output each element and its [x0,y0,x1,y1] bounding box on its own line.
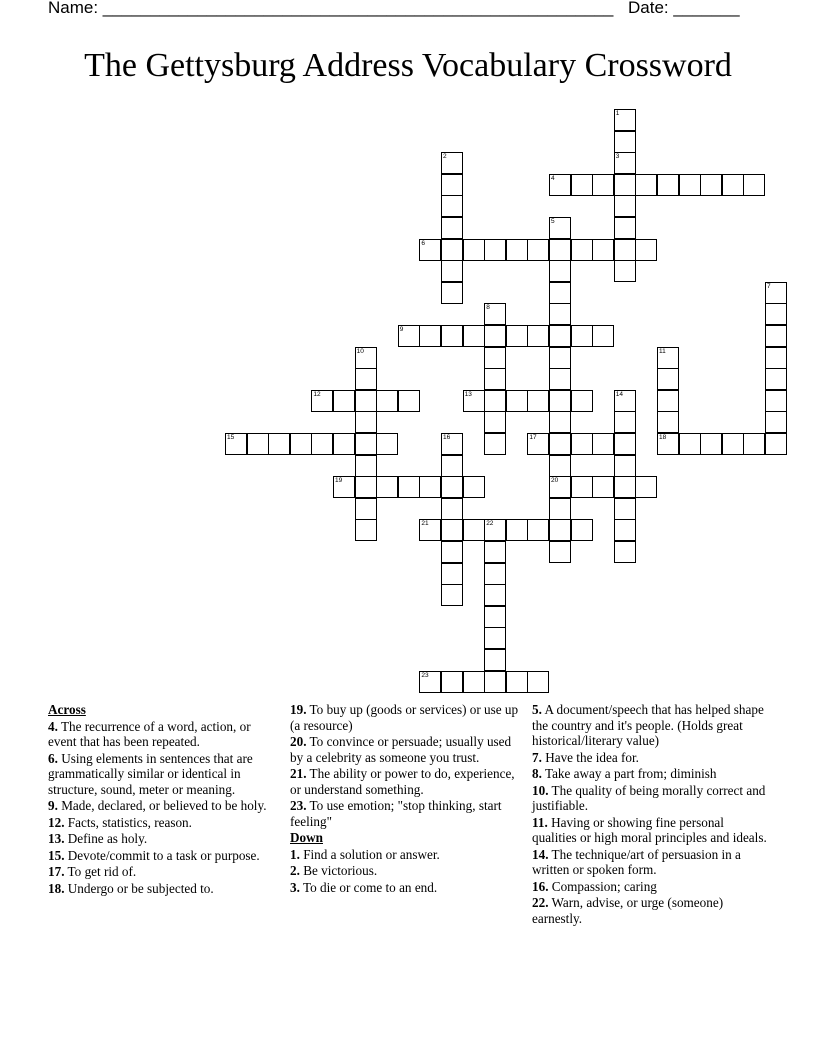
clues-column-3 [532,702,768,927]
grid-cell[interactable] [506,239,528,261]
clue-text: Undergo or be subjected to. [64,880,214,896]
grid-cell[interactable] [355,390,377,412]
across-clue [48,798,280,814]
clue-text: Warn, advise, or urge (someone) earnestly. [532,895,724,926]
cell-number: 10 [356,347,364,355]
cell-number: 23 [421,671,429,679]
grid-cell[interactable] [355,347,377,369]
clues-column-2 [290,702,522,896]
grid-cell[interactable] [463,325,485,347]
clue-number: 14. [532,846,549,862]
clue-text: Find a solution or answer. [299,846,440,862]
grid-cell[interactable] [592,476,614,498]
grid-cell[interactable] [484,433,506,455]
clue-text: Facts, statistics, reason. [64,814,192,830]
grid-cell[interactable] [441,563,463,585]
grid-cell[interactable] [355,519,377,541]
grid-cell[interactable] [441,325,463,347]
grid-cell[interactable] [527,433,549,455]
down-clue [532,783,768,814]
clue-text: The recurrence of a word, action, or event that has been repeated. [48,718,251,749]
grid-cell[interactable] [765,303,787,325]
cell-number: 19 [335,477,343,485]
clue-number: 17. [48,864,65,879]
grid-cell[interactable] [549,217,571,239]
clue-number: 4. [48,718,58,734]
grid-cell[interactable] [635,239,657,261]
across-clue [290,766,522,797]
clue-number: 18. [48,880,65,896]
grid-cell[interactable] [441,217,463,239]
clue-number: 11. [532,814,548,830]
grid-cell[interactable] [398,476,420,498]
grid-cell[interactable] [549,282,571,304]
grid-cell[interactable] [549,455,571,477]
down-clue [532,895,768,926]
grid-cell[interactable] [549,325,571,347]
grid-cell[interactable] [549,390,571,412]
grid-cell[interactable] [657,390,679,412]
clue-heading: Down [290,830,323,845]
grid-cell[interactable] [527,325,549,347]
grid-cell[interactable] [765,411,787,433]
clue-heading: Across [48,702,86,717]
clue-number: 8. [532,766,542,781]
grid-cell[interactable] [484,303,506,325]
clue-text: To die or come to an end. [299,879,438,895]
clue-number: 19. [290,702,307,717]
grid-cell[interactable] [484,627,506,649]
clue-text: A document/speech that has helped shape the country and it's people. (Holds great historical/literary value) [532,702,764,748]
grid-cell[interactable] [592,239,614,261]
grid-cell[interactable] [398,390,420,412]
grid-cell[interactable] [441,282,463,304]
down-clue [532,847,768,878]
cell-number: 15 [227,434,235,441]
grid-cell[interactable] [355,498,377,520]
clue-number: 22. [532,895,549,910]
grid-cell[interactable] [549,303,571,325]
grid-cell[interactable] [614,541,636,563]
grid-cell[interactable] [463,476,485,498]
grid-cell[interactable] [484,368,506,390]
grid-cell[interactable] [441,541,463,563]
across-clue [48,881,280,897]
grid-cell[interactable] [635,476,657,498]
across-clue [48,751,280,798]
grid-cell[interactable] [549,519,571,541]
cell-number: 4 [551,174,555,182]
name-field[interactable]: Name: ______________________________________________________ [48,0,614,17]
grid-cell[interactable] [571,433,593,455]
grid-cell[interactable] [614,455,636,477]
grid-cell[interactable] [484,325,506,347]
grid-cell[interactable] [679,433,701,455]
grid-cell[interactable] [484,563,506,585]
cell-number: 12 [313,390,321,398]
grid-cell[interactable] [549,433,571,455]
clue-number: 16. [532,878,549,894]
grid-cell[interactable] [527,671,549,693]
clue-text: The quality of being morally correct and justifiable. [532,782,766,813]
down-clue [532,750,768,766]
grid-cell[interactable] [333,476,355,498]
grid-cell[interactable] [441,455,463,477]
grid-cell[interactable] [419,519,441,541]
grid-cell[interactable] [333,390,355,412]
grid-cell[interactable] [549,498,571,520]
grid-cell[interactable] [268,433,290,455]
grid-cell[interactable] [484,347,506,369]
grid-cell[interactable] [441,498,463,520]
grid-cell[interactable] [657,347,679,369]
across-clue [48,848,280,864]
clue-number: 15. [48,847,65,863]
cell-number: 21 [421,520,429,528]
grid-cell[interactable] [441,239,463,261]
grid-cell[interactable] [419,325,441,347]
grid-cell[interactable] [484,649,506,671]
grid-cell[interactable] [419,239,441,261]
grid-cell[interactable] [700,174,722,196]
grid-cell[interactable] [614,239,636,261]
grid-cell[interactable] [679,174,701,196]
clue-text: To get rid of. [64,864,137,879]
clue-text: Using elements in sentences that are grammatically similar or identical in structure, sound, meter or meaning. [48,750,253,797]
grid-cell[interactable] [765,325,787,347]
page-title: The Gettysburg Address Vocabulary Crossword [84,47,732,84]
grid-cell[interactable] [614,390,636,412]
grid-cell[interactable] [571,390,593,412]
clue-number: 13. [48,831,65,846]
clue-text: Define as holy. [64,831,148,846]
cell-number: 9 [399,326,404,333]
grid-cell[interactable] [290,433,312,455]
cell-number: 22 [486,520,494,528]
clue-number: 5. [532,702,542,717]
clue-text: Take away a part from; diminish [541,766,717,781]
grid-cell[interactable] [484,390,506,412]
grid-cell[interactable] [657,368,679,390]
grid-cell[interactable] [441,671,463,693]
grid-cell[interactable] [484,584,506,606]
cell-number: 2 [443,153,447,161]
grid-cell[interactable] [592,325,614,347]
down-clue [532,766,768,782]
clue-number: 12. [48,814,65,830]
grid-cell[interactable] [527,239,549,261]
clue-number: 7. [532,749,542,765]
across-clue [48,815,280,831]
cell-number: 13 [464,390,472,398]
grid-cell[interactable] [225,433,247,455]
cell-number: 14 [615,390,624,398]
clue-number: 6. [48,750,58,766]
cell-number: 8 [486,304,490,312]
grid-cell[interactable] [333,433,355,455]
down-clue [532,815,768,846]
grid-cell[interactable] [571,476,593,498]
grid-cell[interactable] [614,131,636,153]
grid-cell[interactable] [549,541,571,563]
grid-cell[interactable] [419,671,441,693]
clue-number: 1. [290,846,300,862]
grid-cell[interactable] [657,433,679,455]
clue-number: 20. [290,734,307,749]
grid-cell[interactable] [614,260,636,282]
grid-cell[interactable] [441,152,463,174]
grid-cell[interactable] [484,541,506,563]
cell-number: 17 [529,434,537,441]
clue-number: 9. [48,798,58,813]
grid-cell[interactable] [355,368,377,390]
clue-text: The technique/art of persuasion in a written or spoken form. [532,846,741,877]
cell-number: 1 [615,110,620,117]
grid-cell[interactable] [441,584,463,606]
grid-cell[interactable] [463,239,485,261]
cell-number: 5 [551,218,555,225]
grid-cell[interactable] [614,152,636,174]
clue-text: To use emotion; "stop thinking, start feeling" [290,798,502,829]
grid-cell[interactable] [592,433,614,455]
date-field[interactable]: Date: _______ [628,0,740,17]
across-clue [48,831,280,847]
grid-cell[interactable] [484,606,506,628]
cell-number: 20 [551,477,559,485]
grid-cell[interactable] [657,174,679,196]
grid-cell[interactable] [441,174,463,196]
clue-text: The ability or power to do, experience, or understand something. [290,766,515,797]
grid-cell[interactable] [700,433,722,455]
clue-text: Devote/commit to a task or purpose. [64,847,260,863]
grid-cell[interactable] [463,519,485,541]
clue-number: 21. [290,766,307,781]
grid-cell[interactable] [484,239,506,261]
down-clue [290,880,522,896]
down-clue [532,702,768,749]
grid-cell[interactable] [765,368,787,390]
clue-text: To buy up (goods or services) or use up (a resource) [290,702,519,733]
grid-cell[interactable] [614,109,636,131]
grid-cell[interactable] [657,411,679,433]
cell-number: 18 [659,434,667,441]
grid-cell[interactable] [614,433,636,455]
grid-cell[interactable] [765,282,787,304]
grid-cell[interactable] [549,368,571,390]
grid-cell[interactable] [635,174,657,196]
grid-cell[interactable] [614,498,636,520]
grid-cell[interactable] [441,195,463,217]
grid-cell[interactable] [527,519,549,541]
clue-number: 2. [290,863,300,878]
cell-number: 3 [615,153,620,161]
clue-number: 10. [532,782,549,798]
clue-text: Having or showing fine personal qualities or high moral principles and ideals. [532,814,767,845]
clue-text: To convince or persuade; usually used by a celebrity as someone you trust. [290,734,512,765]
grid-cell[interactable] [549,174,571,196]
grid-cell[interactable] [614,476,636,498]
grid-cell[interactable] [355,455,377,477]
grid-cell[interactable] [484,671,506,693]
cell-number: 6 [421,239,426,247]
grid-cell[interactable] [355,476,377,498]
grid-cell[interactable] [743,433,765,455]
grid-cell[interactable] [765,390,787,412]
grid-cell[interactable] [571,239,593,261]
grid-cell[interactable] [506,390,528,412]
down-clue [290,863,522,879]
grid-cell[interactable] [247,433,269,455]
across-clue [290,734,522,765]
grid-cell[interactable] [549,411,571,433]
down-clue [290,847,522,863]
cell-number: 7 [767,282,771,290]
grid-cell[interactable] [355,433,377,455]
grid-cell[interactable] [549,239,571,261]
grid-cell[interactable] [722,433,744,455]
grid-cell[interactable] [571,174,593,196]
grid-cell[interactable] [376,390,398,412]
clue-number: 23. [290,798,307,813]
grid-cell[interactable] [355,411,377,433]
grid-cell[interactable] [398,325,420,347]
grid-cell[interactable] [527,390,549,412]
cell-number: 11 [659,347,666,355]
clue-text: Be victorious. [299,863,378,878]
grid-cell[interactable] [549,260,571,282]
grid-cell[interactable] [419,476,441,498]
grid-cell[interactable] [441,433,463,455]
across-clue [290,702,522,733]
across-clue [48,719,280,750]
grid-cell[interactable] [614,217,636,239]
clue-text: Have the idea for. [541,749,639,765]
grid-cell[interactable] [376,476,398,498]
grid-cell[interactable] [506,519,528,541]
grid-cell[interactable] [765,347,787,369]
grid-cell[interactable] [484,519,506,541]
down-clue [532,879,768,895]
grid-cell[interactable] [441,476,463,498]
grid-cell[interactable] [441,519,463,541]
clues-column-1 [48,702,280,897]
grid-cell[interactable] [463,390,485,412]
grid-cell[interactable] [614,519,636,541]
grid-cell[interactable] [506,325,528,347]
grid-cell[interactable] [484,411,506,433]
grid-cell[interactable] [571,325,593,347]
clue-text: Compassion; caring [548,878,657,894]
grid-cell[interactable] [311,433,333,455]
grid-cell[interactable] [463,671,485,693]
grid-cell[interactable] [743,174,765,196]
grid-cell[interactable] [765,433,787,455]
grid-cell[interactable] [549,347,571,369]
grid-cell[interactable] [614,195,636,217]
grid-cell[interactable] [506,671,528,693]
grid-cell[interactable] [549,476,571,498]
grid-cell[interactable] [614,411,636,433]
clue-number: 3. [290,879,300,895]
across-clue [48,864,280,880]
grid-cell[interactable] [376,433,398,455]
grid-cell[interactable] [614,174,636,196]
grid-cell[interactable] [441,260,463,282]
grid-cell[interactable] [722,174,744,196]
grid-cell[interactable] [592,174,614,196]
grid-cell[interactable] [571,519,593,541]
clue-text: Made, declared, or believed to be holy. [57,798,267,813]
grid-cell[interactable] [311,390,333,412]
cell-number: 16 [443,434,451,441]
across-clue [290,798,522,829]
